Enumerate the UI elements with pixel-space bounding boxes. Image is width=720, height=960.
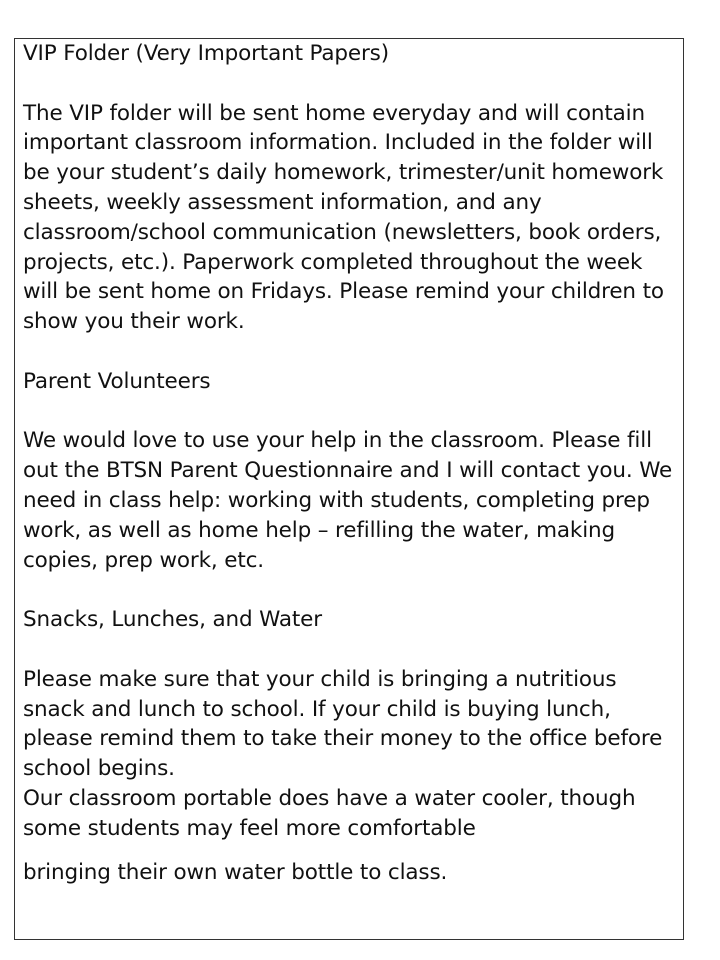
- document-page: [14, 38, 684, 940]
- document-text: [23, 39, 675, 887]
- paragraph-gap: [23, 575, 675, 605]
- section-body-vip-folder: The VIP folder will be sent home everyday and will contain important classroom information. Included in the folder will be your student’s daily homework, trimester/unit homework sheets, weekly assessment information, and any classroom/school communication (newsletters, book orders, projects, etc.). Paperwork completed throughout the week will be sent home on Fridays. Please remind your children to show you their work.: [23, 100, 664, 335]
- section-body-water-bottle: bringing their own water bottle to class.: [23, 859, 448, 885]
- paragraph-gap: [23, 635, 675, 665]
- paragraph-gap: [23, 397, 675, 427]
- paragraph-gap: [23, 337, 675, 367]
- section-heading-parent-volunteers: Parent Volunteers: [23, 368, 211, 394]
- section-body-snacks-lunches: Please make sure that your child is bringing a nutritious snack and lunch to school. If your child is buying lunch, please remind them to take their money to the office before school begins.: [23, 666, 663, 782]
- section-body-water-cooler: Our classroom portable does have a water cooler, though some students may feel more comfortable: [23, 785, 636, 841]
- paragraph-gap: [23, 69, 675, 99]
- section-body-parent-volunteers: We would love to use your help in the classroom. Please fill out the BTSN Parent Questionnaire and I will contact you. We need in class help: working with students, completing prep work, as well as home help – refilling the water, making copies, prep work, etc.: [23, 428, 673, 573]
- section-heading-snacks-lunches-water: Snacks, Lunches, and Water: [23, 607, 322, 633]
- section-heading-vip-folder: VIP Folder (Very Important Papers): [23, 41, 389, 66]
